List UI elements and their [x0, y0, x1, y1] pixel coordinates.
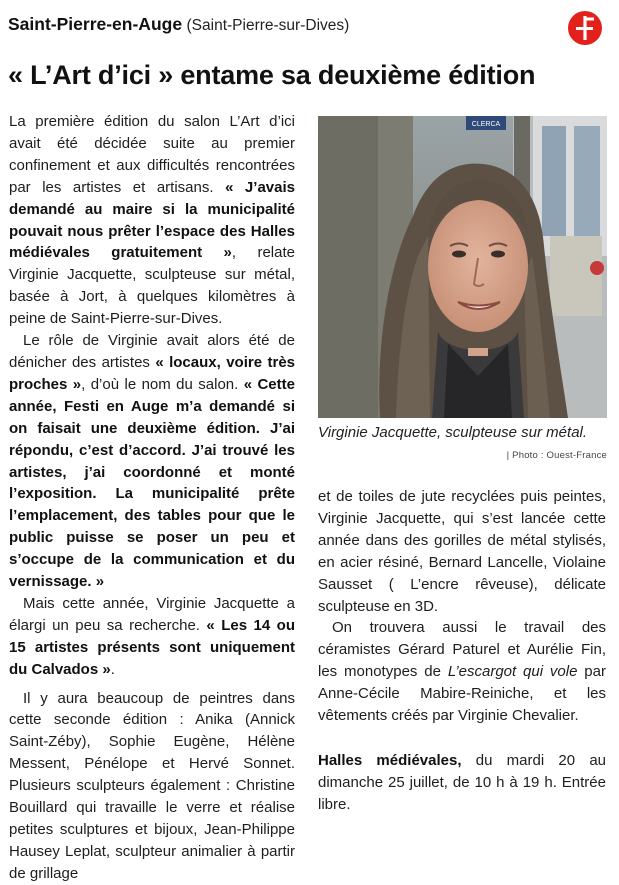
- portrait-photo: [318, 116, 607, 418]
- event-info: [318, 750, 606, 816]
- paragraph-4: Il y aura beaucoup de peintres dans cette seconde édition : Anika (Annick Saint-Zéby), Sophie Eugène, Hélène Messent, Pénélope et Hervé Sonnet. Plusieurs sculpteurs également : Christine Bouillard qui travaille le verre et réalise petites sculptures et bijoux, Jean-Philippe Hausey Leplat, sculpteur animalier à partir de grillage: [9, 689, 295, 882]
- text: par Anne-Cécile Mabire-Reiniche, et les vêtements créés par Virginie Chevalier.: [318, 663, 606, 725]
- text: La première édition du salon L’Art d’ici avait été décidée suite au premier confinement et aux difficultés rencontrées par les artistes et artisans.: [9, 113, 295, 196]
- portrait-illustration: [318, 116, 607, 418]
- text: , d’où le nom du salon.: [81, 375, 244, 393]
- location-title: Saint-Pierre-en-Auge: [8, 14, 183, 34]
- headline: « L’Art d’ici » entame sa deuxième édition: [8, 60, 536, 90]
- paragraph-3: [9, 593, 295, 681]
- photo-caption: Virginie Jacquette, sculpteuse sur métal.: [318, 424, 588, 441]
- paragraph-1: [9, 111, 295, 330]
- text: Mais cette année, Virginie Jacquette a élargi un peu sa recherche.: [9, 594, 295, 634]
- location-subtitle: (Saint-Pierre-sur-Dives): [186, 17, 350, 34]
- ouest-france-logo-icon: [567, 10, 603, 46]
- text: Le rôle de Virginie avait alors été de dénicher des artistes: [9, 332, 295, 371]
- street-sign-text: CLERCA: [471, 121, 501, 128]
- text: On trouvera aussi le travail des céramistes Gérard Paturel et Aurélie Fin, les monotypes de: [318, 619, 606, 681]
- paragraph-5: et de toiles de jute recyclées puis peintes, Virginie Jacquette, qui s’est lancée cette année dans des gorilles de métal stylisés, en acier résiné, Bernard Lancelle, Violaine Sausset ( L’encre rêveuse), délicate sculpteuse en 3D.: [318, 488, 606, 615]
- article-right-column: [318, 486, 606, 816]
- venue: Halles médiévales,: [318, 751, 462, 769]
- photo-credit: | Photo : Ouest-France: [506, 450, 607, 461]
- title-italic: L’escargot qui vole: [447, 663, 578, 681]
- text: du mardi 20 au dimanche 25 juillet, de 10 h à 19 h. Entrée libre.: [318, 751, 607, 813]
- article-left-column: [9, 111, 295, 885]
- text: .: [110, 660, 115, 678]
- quote: « Cette année, Festi en Auge m’a demandé si on faisait une deuxième édition. J’ai répondu, c’est d’accord. J’ai trouvé les artistes, j’ai coordonné et monté l’exposition. La municipalité prête l’emplacement, des tables pour que le public puisse se poser un peu et s’occupe de la communication et du vernissage. »: [9, 375, 295, 591]
- article-header: [8, 14, 568, 35]
- quote: « J’avais demandé au maire si la municipalité pouvait nous prêter l’espace des Halles médiévales gratuitement »: [9, 178, 295, 262]
- paragraph-2: [9, 330, 295, 593]
- quote: « locaux, voire très proches »: [9, 353, 296, 393]
- quote: « Les 14 ou 15 artistes présents sont uniquement du Calvados »: [9, 616, 296, 678]
- paragraph-6: [318, 617, 606, 727]
- text: , relate Virginie Jacquette, sculpteuse sur métal, basée à Jort, à quelques kilomètres à peine de Saint-Pierre-sur-Dives.: [9, 244, 295, 328]
